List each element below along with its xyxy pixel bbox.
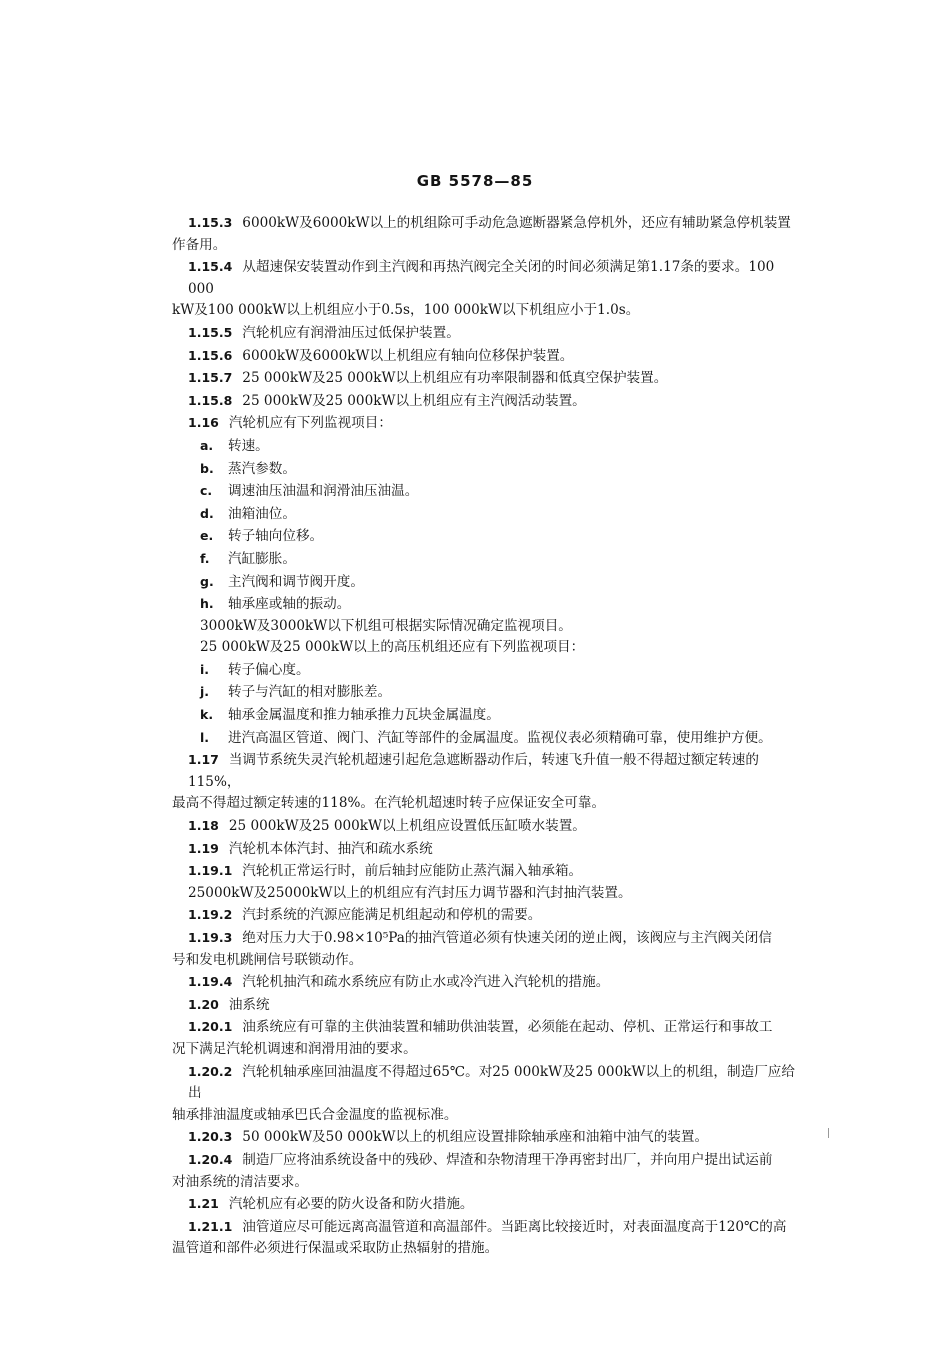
item-letter: d. (200, 505, 214, 521)
list-item (172, 458, 800, 481)
item-text: 轴承座或轴的振动。 (228, 596, 351, 613)
clause-text: 当调节系统失灵汽轮机超速引起危急遮断器动作后，转速飞升值一般不得超过额定转速的115%， (188, 752, 759, 790)
list-item (172, 727, 800, 750)
clause-1-20-1 (172, 1016, 800, 1039)
list-item (172, 659, 800, 682)
clause-text: 6000kW及6000kW以上的机组除可手动危急遮断器紧急停机外，还应有辅助紧急停机装置 (242, 215, 791, 231)
list-item (172, 525, 800, 548)
clause-1-21-1 (172, 1216, 800, 1239)
item-letter: c. (200, 483, 213, 499)
clause-text: 25 000kW及25 000kW以上机组应设置低压缸喷水装置。 (228, 818, 586, 835)
clause-continuation: 号和发电机跳闸信号联锁动作。 (172, 951, 363, 968)
item-text: 主汽阀和调节阀开度。 (228, 573, 364, 590)
clause-number: 1.19.3 (188, 930, 233, 945)
clause-number: 1.15.8 (188, 392, 233, 408)
list-item (172, 704, 800, 727)
list-item (172, 681, 800, 704)
clause-text: 汽轮机轴承座回油温度不得超过65℃。对25 000kW及25 000kW以上的机组，制造厂应给出 (188, 1063, 795, 1102)
item-letter: e. (200, 528, 214, 544)
item-letter: i. (200, 661, 210, 677)
clause-number: 1.18 (188, 818, 219, 834)
item-text: 转速。 (228, 437, 269, 454)
clause-1-19-1 (172, 860, 800, 883)
clause-1-20-2 (172, 1061, 800, 1105)
clause-number: 1.19.1 (188, 863, 233, 879)
item-text: 转子偏心度。 (228, 661, 310, 678)
clause-text: 油系统应有可靠的主供油装置和辅助供油装置，必须能在起动、停机、正常运行和事故工 (242, 1019, 773, 1036)
clause-text: 汽轮机应有下列监视项目： (228, 415, 392, 432)
clause-1-15-6 (172, 345, 800, 368)
clause-number: 1.15.3 (188, 215, 233, 230)
clause-text: 油管道应尽可能远离高温管道和高温部件。当距离比较接近时，对表面温度高于120℃的高 (242, 1218, 787, 1235)
clause-continuation: 最高不得超过额定转速的118%。在汽轮机超速时转子应保证安全可靠。 (172, 795, 606, 812)
clause-text: 汽轮机应有必要的防火设备和防火措施。 (228, 1196, 474, 1213)
clause-1-18 (172, 815, 800, 838)
clause-continuation: 轴承排油温度或轴承巴氏合金温度的监视标准。 (172, 1106, 458, 1123)
clause-number: 1.20 (188, 996, 219, 1012)
clause-number: 1.20.4 (188, 1151, 233, 1167)
clause-1-15-8 (172, 390, 800, 413)
clause-number: 1.20.2 (188, 1063, 233, 1079)
clause-text: 汽轮机应有润滑油压过低保护装置。 (242, 324, 460, 341)
note-text: 25 000kW及25 000kW以上的高压机组还应有下列监视项目： (200, 639, 585, 656)
clause-text: 汽封系统的汽源应能满足机组起动和停机的需要。 (242, 907, 542, 924)
item-letter: b. (200, 460, 214, 476)
item-letter: h. (200, 596, 214, 612)
clause-1-19 (172, 838, 800, 861)
list-item (172, 593, 800, 616)
document-body (172, 212, 800, 1260)
clause-number: 1.16 (188, 415, 219, 431)
clause-number: 1.17 (188, 752, 219, 768)
item-text: 轴承金属温度和推力轴承推力瓦块金属温度。 (228, 707, 500, 724)
clause-number: 1.15.5 (188, 324, 233, 340)
clause-1-15-7 (172, 367, 800, 390)
clause-1-16 (172, 412, 800, 435)
clause-text: 50 000kW及50 000kW以上的机组应设置排除轴承座和油箱中油气的装置。 (242, 1129, 709, 1146)
clause-number: 1.20.3 (188, 1129, 233, 1145)
item-text: 油箱油位。 (228, 505, 296, 522)
list-item (172, 548, 800, 571)
clause-1-20-4 (172, 1149, 800, 1172)
clause-1-19-3 (172, 927, 800, 950)
clause-number: 1.20.1 (188, 1019, 233, 1035)
clause-1-20 (172, 994, 800, 1017)
item-letter: l. (200, 729, 210, 745)
note-text: 3000kW及3000kW以下机组可根据实际情况确定监视项目。 (200, 617, 572, 634)
item-text: 转子与汽缸的相对膨胀差。 (228, 684, 392, 701)
list-item (172, 435, 800, 458)
clause-number: 1.15.4 (188, 259, 233, 275)
clause-1-15-3 (172, 212, 800, 235)
clause-text: 汽轮机正常运行时，前后轴封应能防止蒸汽漏入轴承箱。 (242, 863, 583, 880)
list-item (172, 480, 800, 503)
clause-continuation: 温管道和部件必须进行保温或采取防止热辐射的措施。 (172, 1240, 499, 1257)
clause-number: 1.21.1 (188, 1218, 233, 1234)
clause-text: 6000kW及6000kW以上机组应有轴向位移保护装置。 (242, 347, 574, 364)
item-text: 蒸汽参数。 (228, 460, 296, 477)
clause-number: 1.19 (188, 840, 219, 856)
item-letter: k. (200, 707, 214, 723)
item-text: 调速油压油温和润滑油压油温。 (228, 483, 419, 500)
clause-1-19-2 (172, 904, 800, 927)
item-letter: f. (200, 550, 210, 566)
clause-1-21 (172, 1193, 800, 1216)
clause-1-17 (172, 749, 800, 793)
clause-number: 1.21 (188, 1196, 219, 1212)
list-item (172, 503, 800, 526)
list-item (172, 571, 800, 594)
clause-1-15-5 (172, 322, 800, 345)
item-letter: g. (200, 573, 214, 589)
clause-text: 汽轮机抽汽和疏水系统应有防止水或冷汽进入汽轮机的措施。 (242, 974, 610, 991)
clause-text: 油系统 (228, 996, 270, 1013)
clause-number: 1.15.7 (188, 370, 233, 386)
clause-1-15-4 (172, 256, 800, 300)
item-text: 汽缸膨胀。 (228, 550, 296, 567)
item-letter: j. (200, 684, 210, 700)
item-text: 转子轴向位移。 (228, 528, 324, 545)
scan-mark (828, 1128, 829, 1138)
item-letter: a. (200, 437, 214, 453)
clause-number: 1.15.6 (188, 347, 233, 363)
clause-text: 制造厂应将油系统设备中的残砂、焊渣和杂物清理干净再密封出厂，并向用户提出试运前 (242, 1151, 773, 1168)
item-text: 进汽高温区管道、阀门、汽缸等部件的金属温度。监视仪表必须精确可靠，使用维护方便。 (228, 729, 772, 746)
clause-sub-text: 25000kW及25000kW以上的机组应有汽封压力调节器和汽封抽汽装置。 (188, 884, 632, 901)
clause-number: 1.19.4 (188, 974, 233, 990)
clause-1-19-4 (172, 971, 800, 994)
clause-text: 绝对压力大于0.98×10⁵Pa的抽汽管道必须有快速关闭的逆止阀，该阀应与主汽阀关闭信 (242, 930, 772, 946)
clause-continuation: 对油系统的清洁要求。 (172, 1173, 308, 1190)
clause-continuation: 况下满足汽轮机调速和润滑用油的要求。 (172, 1040, 417, 1057)
clause-text: 25 000kW及25 000kW以上机组应有功率限制器和低真空保护装置。 (242, 370, 668, 387)
clause-continuation: 作备用。 (172, 236, 227, 253)
clause-text: 25 000kW及25 000kW以上机组应有主汽阀活动装置。 (242, 392, 586, 409)
clause-continuation: kW及100 000kW以上机组应小于0.5s，100 000kW以下机组应小于1.0s。 (172, 302, 640, 319)
clause-text: 汽轮机本体汽封、抽汽和疏水系统 (228, 840, 433, 857)
document-header: GB 5578—85 (416, 172, 534, 190)
clause-1-20-3 (172, 1126, 800, 1149)
clause-text: 从超速保安装置动作到主汽阀和再热汽阀完全关闭的时间必须满足第1.17条的要求。100 000 (188, 259, 775, 297)
clause-number: 1.19.2 (188, 907, 233, 923)
